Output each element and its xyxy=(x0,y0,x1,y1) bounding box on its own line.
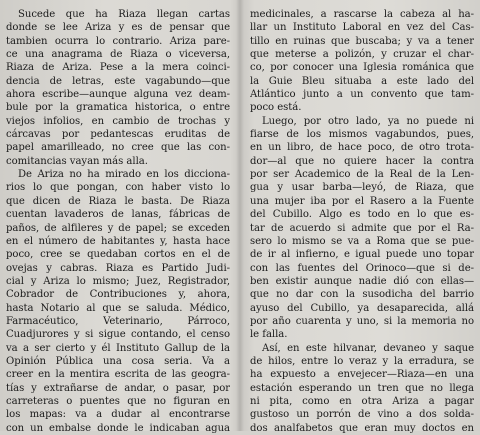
text-line: la Guie Bleu situaba a este lado del xyxy=(250,75,474,87)
text-line: Así, en este hilvanar, devaneo y saque xyxy=(262,342,474,354)
text-line: de hilos, entre lo veraz y la erradura, se xyxy=(250,355,474,367)
text-line: viejos infolios, en cambio de trochas y xyxy=(6,115,230,127)
text-line: Cobrador de Contribuciones y, ahora, xyxy=(6,289,230,301)
text-line: en el número de habitantes y, hasta hace xyxy=(6,235,230,247)
text-line: que no dar con la susodicha del barrio xyxy=(250,289,474,301)
text-line: los mapas: va a dudar al encontrarse xyxy=(6,409,230,421)
text-line: Luego, por otro lado, ya no puede ni xyxy=(262,115,474,127)
text-line: De Ariza no ha mirado en los dicciona- xyxy=(18,169,230,181)
text-line: ben existir aunque nadie dió con ellas— xyxy=(250,275,474,287)
text-line: ni pita, como en otra Ariza a pagar xyxy=(250,395,474,407)
text-line: Cuadjurores y si sigue contando, el censo xyxy=(6,329,230,341)
text-line: dencia de letras, este vagabundo—que xyxy=(6,75,230,87)
text-line: donde se lee Ariza y es de pensar que xyxy=(6,22,230,34)
text-line: estación esperando un tren que no llega xyxy=(250,382,474,394)
text-line: del Cubillo. Algo es todo en lo que es- xyxy=(250,209,474,221)
text-line: carreteras o puentes que no figuran en xyxy=(6,395,230,407)
text-line: en un libro, de hace poco, de otro trota- xyxy=(250,142,474,154)
text-line: le falla. xyxy=(250,329,288,341)
text-line: cárcavas por pedantescas eruditas de xyxy=(6,129,230,141)
text-line: que meterse a polizón, y cruzar el char- xyxy=(250,49,474,61)
text-line: va a ser cierto y él Instituto Gallup de la xyxy=(6,342,230,354)
text-line: fiarse de los mismos vagabundos, pues, xyxy=(250,129,474,141)
text-line: ovejas y cabras. Riaza es Partido Judi- xyxy=(6,262,230,274)
text-line: ce una anagrama de Riaza o viceversa, xyxy=(6,49,230,61)
text-line: ha expuesto a envejecer—Riaza—en una xyxy=(250,369,474,381)
text-line: Sucede que ha Riaza llegan cartas xyxy=(18,9,230,20)
text-line: ahora escribe—aunque alguna vez deam- xyxy=(6,89,230,101)
text-line: hasta Notario al que se saluda. Médico, xyxy=(6,302,230,314)
book-gutter xyxy=(236,0,244,431)
text-line: cial y Ariza lo mismo; Juez, Registrador, xyxy=(6,275,230,287)
text-line: por ser Academico de la Real de la Len- xyxy=(250,169,474,181)
text-line: que dicen de Riaza le basta. De Riaza xyxy=(6,195,230,207)
right-page-text xyxy=(250,8,474,435)
text-line: poco está. xyxy=(250,102,302,114)
text-line: papel amarilleado, no cree que las con- xyxy=(6,142,230,154)
text-line: Farmacéutico, Veterinario, Párroco, xyxy=(6,315,230,327)
text-line: bule por la gramatica historica, o entre xyxy=(6,102,230,114)
text-line: con las fuentes del Orinoco—que si de- xyxy=(250,262,474,274)
text-line: comitancias vayan más alla. xyxy=(6,155,148,167)
text-line: poco, cree se quedaban cortos en el de xyxy=(6,249,230,261)
text-line: sero lo mismo se va a Roma que se pue- xyxy=(250,235,474,247)
text-line: tambien ocurra lo contrario. Ariza pare- xyxy=(6,35,230,47)
text-line: tías y extrañarse de andar, o pasar, por xyxy=(6,382,230,394)
text-line: medicinales, a rascarse la cabeza al ha- xyxy=(250,9,474,20)
text-line: de ir al infierno, e igual puede uno topar xyxy=(250,249,474,261)
text-line: una mujer iba por el Rasero a la Fuente xyxy=(250,195,474,207)
text-line: Opinión Pública una cosa seria. Va a xyxy=(6,355,230,367)
text-line: co, por conocer una Iglesia románica que xyxy=(250,62,474,74)
text-line: dos analfabetos que eran muy doctos en xyxy=(250,422,474,434)
text-line: paños, de alfileres y de papel; se exceden xyxy=(6,222,230,234)
text-line: Atlántico junto a un convento que tam- xyxy=(250,89,474,101)
text-line: dor—al que no quiere hacer la contra xyxy=(250,155,474,167)
text-line: por año cuarenta y uno, si la memoria no xyxy=(250,315,474,327)
text-line: cuentan lavaderos de lanas, fábricas de xyxy=(6,209,230,221)
text-line: gustoso un porrón de vino a dos solda- xyxy=(250,409,474,421)
left-page-text xyxy=(6,8,230,435)
text-line: llar un Instituto Laboral en vez del Cas- xyxy=(250,22,474,34)
text-line: tillo en ruinas que buscaba; y va a tener xyxy=(250,35,474,47)
text-line: gua y usar barba—leyó, de Riaza, que xyxy=(250,182,474,194)
text-line: tar de acuerdo si admite que por el Ra- xyxy=(250,222,474,234)
text-line: Riaza de Ariza. Pese a la mera coinci- xyxy=(6,62,230,74)
text-line: con un embalse donde le indicaban agua xyxy=(6,422,230,434)
text-line: rios lo que pongan, con haber visto lo xyxy=(6,182,230,194)
text-line: creer en la mentira escrita de las geogra- xyxy=(6,369,230,381)
text-line: ayuso del Cubillo, ya desaparecida, allá xyxy=(250,302,474,314)
